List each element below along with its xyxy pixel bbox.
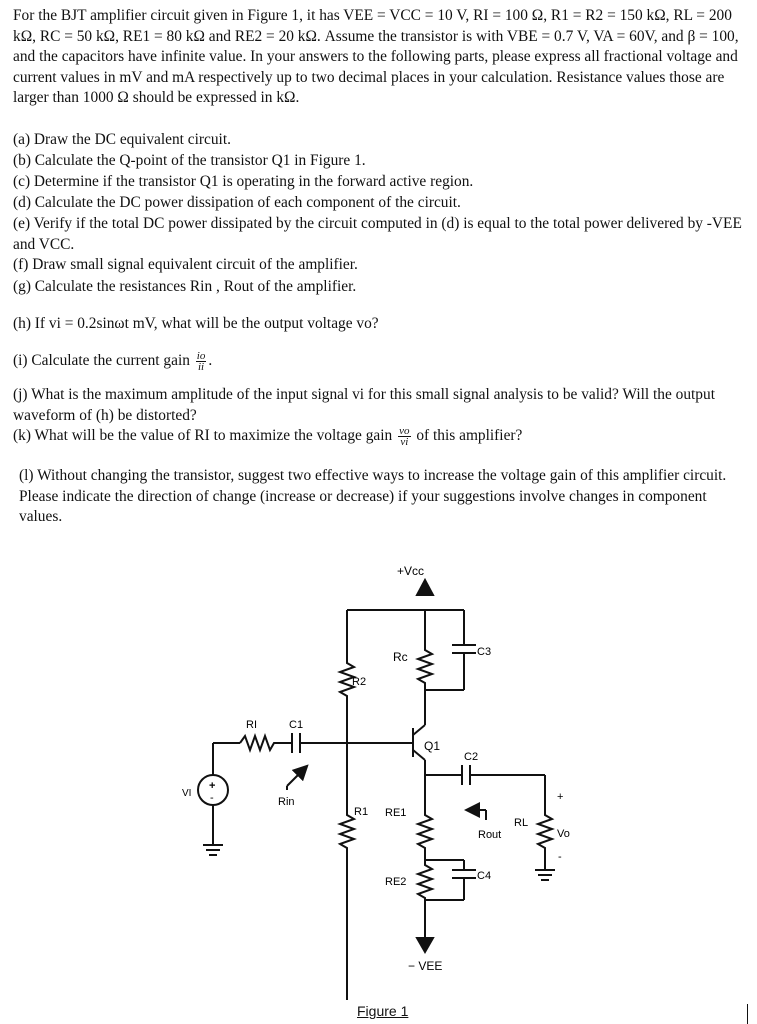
part-i-text: (i) Calculate the current gain: [13, 352, 190, 370]
rl-resistor: [538, 810, 552, 870]
label-vee: − VEE: [408, 959, 443, 973]
r1-resistor: [340, 810, 354, 1000]
label-ri: RI: [246, 719, 257, 731]
part-g: (g) Calculate the resistances Rin , Rout of the amplifier.: [13, 278, 357, 295]
label-re1: RE1: [385, 807, 407, 819]
re1-resistor: [418, 810, 432, 860]
voltage-gain-denominator: vi: [400, 436, 409, 448]
part-d: (d) Calculate the DC power dissipation of each component of the circuit.: [13, 194, 461, 211]
part-k-text: (k) What will be the value of RI to maximize the voltage gain: [13, 427, 393, 445]
part-i-suffix: .: [208, 352, 213, 370]
label-vi: VI: [182, 788, 192, 799]
part-l: (l) Without changing the transistor, suggest two effective ways to increase the voltage gain of this amplifier circuit. Please indicate the direction of change (increase or decrease) if your suggestions involve changes in component values.: [19, 467, 727, 526]
part-a: (a) Draw the DC equivalent circuit.: [13, 131, 231, 148]
label-rin: Rin: [278, 796, 295, 808]
part-k-suffix: of this amplifier?: [416, 427, 523, 445]
rc-resistor: [418, 645, 432, 690]
problem-intro: For the BJT amplifier circuit given in Figure 1, it has VEE = VCC = 10 V, RI = 100 Ω, R1 = R2 = 150 kΩ, RL = 200 kΩ, RC = 50 kΩ, RE1 = 80 kΩ and RE2 = 20 kΩ. Assume the transistor is with VBE = 0.7 V, VA = 60V, and β = 100, and the capacitors have infinite value. In your answers to the following parts, please express all fractional voltage and current values in mV and mA respectively up to two decimal places in your calculation. Resistance values those are larger than 1000 Ω should be expressed in kΩ.: [13, 7, 739, 107]
label-minus-source: -: [210, 792, 214, 804]
current-gain-numerator: io: [196, 350, 206, 362]
figure-caption: Figure 1: [357, 1003, 409, 1019]
label-q1: Q1: [424, 739, 441, 753]
part-b: (b) Calculate the Q-point of the transistor Q1 in Figure 1.: [13, 152, 366, 169]
label-rc: Rc: [393, 650, 408, 664]
label-plus-source: +: [209, 780, 216, 792]
label-rl: RL: [514, 817, 529, 829]
label-c1: C1: [289, 719, 304, 731]
label-vcc: +Vcc: [397, 564, 425, 578]
label-r1: R1: [354, 806, 369, 818]
label-minus-output: -: [558, 851, 562, 863]
page-edge-mark: [747, 1004, 748, 1024]
label-c2: C2: [464, 751, 479, 763]
label-c3: C3: [477, 646, 492, 658]
label-re2: RE2: [385, 876, 407, 888]
part-c: (c) Determine if the transistor Q1 is operating in the forward active region.: [13, 173, 474, 190]
part-f: (f) Draw small signal equivalent circuit of the amplifier.: [13, 256, 358, 273]
label-vo: Vo: [557, 828, 570, 840]
label-plus-output: +: [557, 791, 564, 803]
part-e: (e) Verify if the total DC power dissipated by the circuit computed in (d) is equal to the total power delivered by -VEE and VCC.: [13, 215, 742, 253]
vee-arrow: [417, 938, 433, 952]
part-j: (j) What is the maximum amplitude of the input signal vi for this small signal analysis to be valid? Will the output waveform of (h) be distorted?: [13, 386, 715, 424]
part-h: (h) If vi = 0.2sinωt mV, what will be the output voltage vo?: [13, 315, 379, 332]
rin-arrow-line: [287, 770, 303, 786]
ri-resistor: [240, 736, 285, 750]
re2-resistor: [418, 860, 432, 930]
label-rout: Rout: [478, 829, 502, 841]
label-c4: C4: [477, 870, 492, 882]
collector-lead: [413, 725, 425, 735]
vcc-arrow: [417, 580, 433, 595]
voltage-gain-numerator: vo: [399, 425, 410, 437]
label-r2: R2: [352, 676, 367, 688]
current-gain-denominator: ii: [198, 361, 205, 373]
